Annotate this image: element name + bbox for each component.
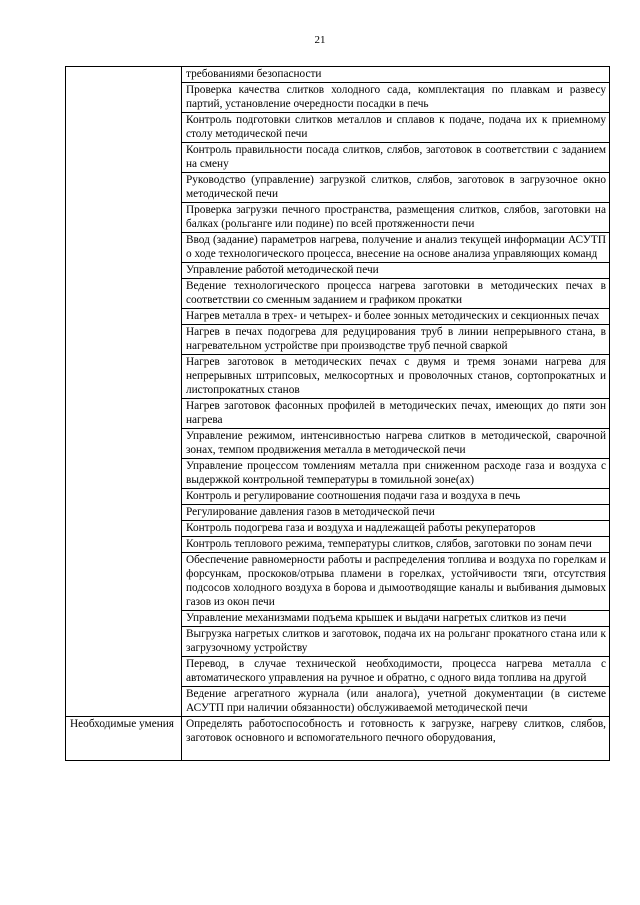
action-cell: Управление механизмами подъема крышек и выдачи нагретых слитков из печи [182, 611, 610, 627]
action-cell: требованиями безопасности [182, 67, 610, 83]
action-cell: Ведение технологического процесса нагрева заготовки в методических печах в соответствии со сменным заданием и графиком прокатки [182, 279, 610, 309]
skills-label-cell: Необходимые умения [66, 717, 182, 761]
action-cell: Обеспечение равномерности работы и распределения топлива и воздуха по горелкам и форсункам, проскоков/отрыва пламени в горелках, устойчивости тяги, отсутствия подсосов холодного воздуха в борова и дымоотводящие каналы и выбивания дымовых газов из окон печи [182, 553, 610, 611]
action-cell: Управление работой методической печи [182, 263, 610, 279]
skills-row [66, 717, 610, 761]
action-cell: Проверка загрузки печного пространства, размещения слитков, слябов, заготовки на балках (рольганге или подине) по всей протяженности печи [182, 203, 610, 233]
competency-table [65, 66, 610, 761]
action-cell: Нагрев в печах подогрева для редуцирования труб в линии непрерывного стана, в нагревательном устройстве при производстве труб печной сваркой [182, 325, 610, 355]
skills-text-cell: Определять работоспособность и готовность к загрузке, нагреву слитков, слябов, заготовок основного и вспомогательного печного оборудования, [182, 717, 610, 761]
label-cell-empty [66, 67, 182, 717]
action-cell: Контроль теплового режима, температуры слитков, слябов, заготовки по зонам печи [182, 537, 610, 553]
action-cell: Проверка качества слитков холодного сада, комплектация по плавкам и развесу партий, установление очередности посадки в печь [182, 83, 610, 113]
action-cell: Контроль подогрева газа и воздуха и надлежащей работы рекуператоров [182, 521, 610, 537]
action-cell: Нагрев заготовок в методических печах с двумя и тремя зонами нагрева для непрерывных штрипсовых, мелкосортных и проволочных станов, сортопрокатных и листопрокатных станов [182, 355, 610, 399]
action-cell: Ввод (задание) параметров нагрева, получение и анализ текущей информации АСУТП о ходе технологического процесса, внесение на основе анализа управляющих команд [182, 233, 610, 263]
action-cell: Контроль правильности посада слитков, слябов, заготовок в соответствии с заданием на смену [182, 143, 610, 173]
action-cell: Управление процессом томлениям металла при сниженном расходе газа и воздуха с выдержкой контрольной температуры в томильной зоне(ах) [182, 459, 610, 489]
action-cell: Руководство (управление) загрузкой слитков, слябов, заготовок в загрузочное окно методической печи [182, 173, 610, 203]
action-cell: Управление режимом, интенсивностью нагрева слитков в методической, сварочной зонах, темпом продвижения металла в методической печи [182, 429, 610, 459]
action-cell: Контроль подготовки слитков металлов и сплавов к подаче, подача их к приемному столу методической печи [182, 113, 610, 143]
action-cell: Выгрузка нагретых слитков и заготовок, подача их на рольганг прокатного стана или к загрузочному устройству [182, 627, 610, 657]
page-number: 21 [314, 34, 326, 46]
action-cell: Контроль и регулирование соотношения подачи газа и воздуха в печь [182, 489, 610, 505]
table-row [66, 67, 610, 83]
action-cell: Перевод, в случае технической необходимости, процесса нагрева металла с автоматического управления на ручное и обратно, с одного вида топлива на другой [182, 657, 610, 687]
action-cell: Регулирование давления газов в методической печи [182, 505, 610, 521]
action-cell: Ведение агрегатного журнала (или аналога), учетной документации (в системе АСУТП при наличии обязанности) обслуживаемой методической печи [182, 687, 610, 717]
action-cell: Нагрев заготовок фасонных профилей в методических печах, имеющих до пяти зон нагрева [182, 399, 610, 429]
action-cell: Нагрев металла в трех- и четырех- и более зонных методических и секционных печах [182, 309, 610, 325]
